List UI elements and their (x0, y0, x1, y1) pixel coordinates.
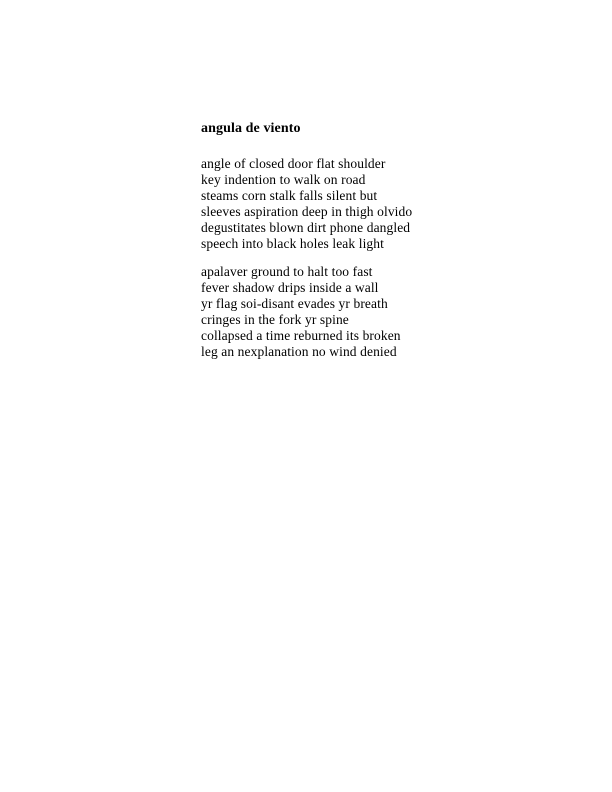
stanza-1 (201, 156, 481, 252)
poem-line: speech into black holes leak light (201, 236, 384, 251)
poem-line: leg an nexplanation no wind denied (201, 344, 397, 359)
poem-line: steams corn stalk falls silent but (201, 188, 378, 203)
poem-line: degustitates blown dirt phone dangled (201, 220, 411, 235)
poem-line: yr flag soi-disant evades yr breath (201, 296, 388, 311)
poem-line: sleeves aspiration deep in thigh olvido (201, 204, 413, 219)
poem-line: collapsed a time reburned its broken (201, 328, 401, 343)
poem-line: angle of closed door flat shoulder (201, 156, 386, 171)
poem-line: cringes in the fork yr spine (201, 312, 349, 327)
poem-line: key indention to walk on road (201, 172, 366, 187)
stanza-2 (201, 264, 481, 360)
poem-line: fever shadow drips inside a wall (201, 280, 379, 295)
poem-title: angula de viento (201, 121, 301, 136)
poem (201, 121, 481, 360)
poem-line: apalaver ground to halt too fast (201, 264, 373, 279)
